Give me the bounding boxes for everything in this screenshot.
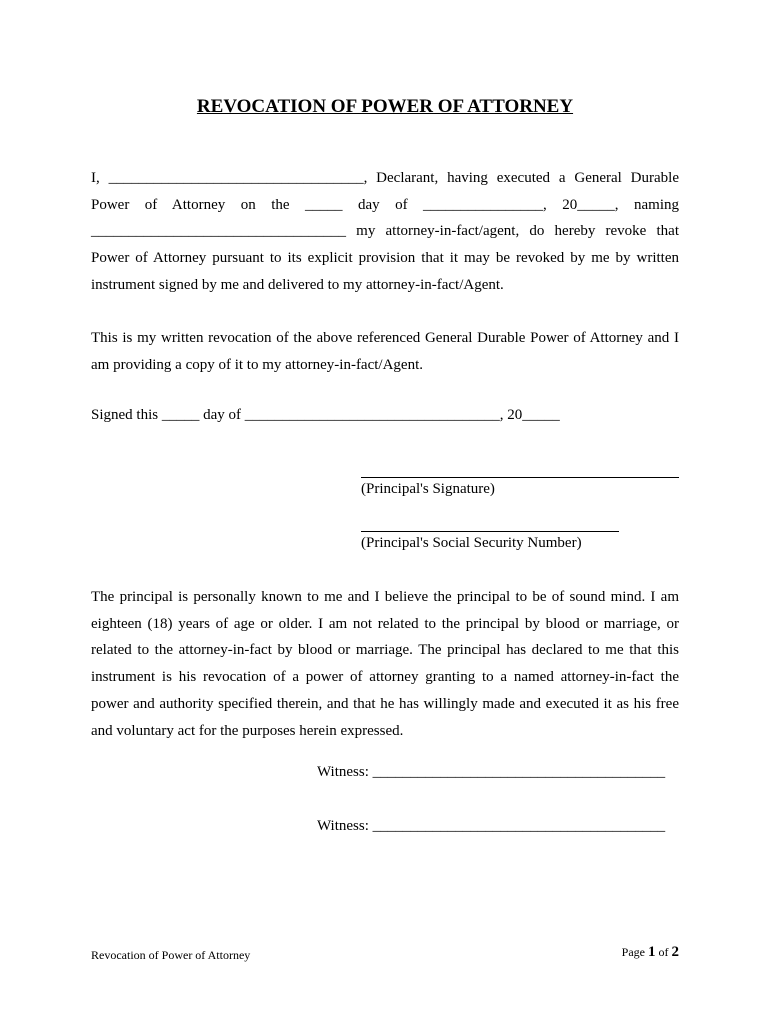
paragraph-line: This is my written revocation of the above referenced General Durable Power of Attorney and I [91,330,679,346]
principal-ssn-label: (Principal's Social Security Number) [361,535,582,551]
paragraph-line: eighteen (18) years of age or older. I am not related to the principal by blood or marriage, or [91,615,679,632]
footer-page-number [622,944,679,961]
principal-signature-label: (Principal's Signature) [361,481,495,497]
paragraph-line: instrument signed by me and delivered to my attorney-in-fact/Agent. [91,276,504,293]
witness-2-line: Witness: _______________________________________ [317,818,666,834]
paragraph-line: power and authority specified therein, and that he has willingly made and executed it as his free [91,695,679,712]
witness-statement-paragraph [91,584,679,744]
page-total: 2 [671,944,679,960]
of-word: of [658,945,669,959]
document-title: REVOCATION OF POWER OF ATTORNEY [196,96,574,117]
page-current: 1 [648,944,656,960]
witness-1-line: Witness: _______________________________________ [317,764,666,780]
paragraph-line: Power of Attorney pursuant to its explicit provision that it may be revoked by me by written [91,250,679,267]
paragraph-line: instrument is his revocation of a power of attorney granting to a named attorney-in-fact the [91,669,679,686]
principal-ssn-line [361,531,619,532]
signed-date-line: Signed this _____ day of __________________________________, 20_____ [91,407,560,423]
declaration-paragraph [91,165,679,299]
paragraph-line: Power of Attorney on the _____ day of ________________, 20_____, naming [91,196,679,213]
footer-document-title: Revocation of Power of Attorney [91,948,251,962]
paragraph-line: I, __________________________________, Declarant, having executed a General Durable [91,170,679,186]
paragraph-line: and voluntary act for the purposes herein expressed. [91,722,404,739]
paragraph-line: am providing a copy of it to my attorney-in-fact/Agent. [91,356,423,373]
revocation-paragraph [91,325,679,378]
paragraph-line: related to the attorney-in-fact by blood or marriage. The principal has declared to me that this [91,642,679,659]
page-word: Page [621,945,645,959]
paragraph-line: The principal is personally known to me and I believe the principal to be of sound mind. I am [91,589,679,605]
principal-signature-line [361,477,679,478]
paragraph-line: __________________________________ my attorney-in-fact/agent, do hereby revoke that [91,223,679,240]
